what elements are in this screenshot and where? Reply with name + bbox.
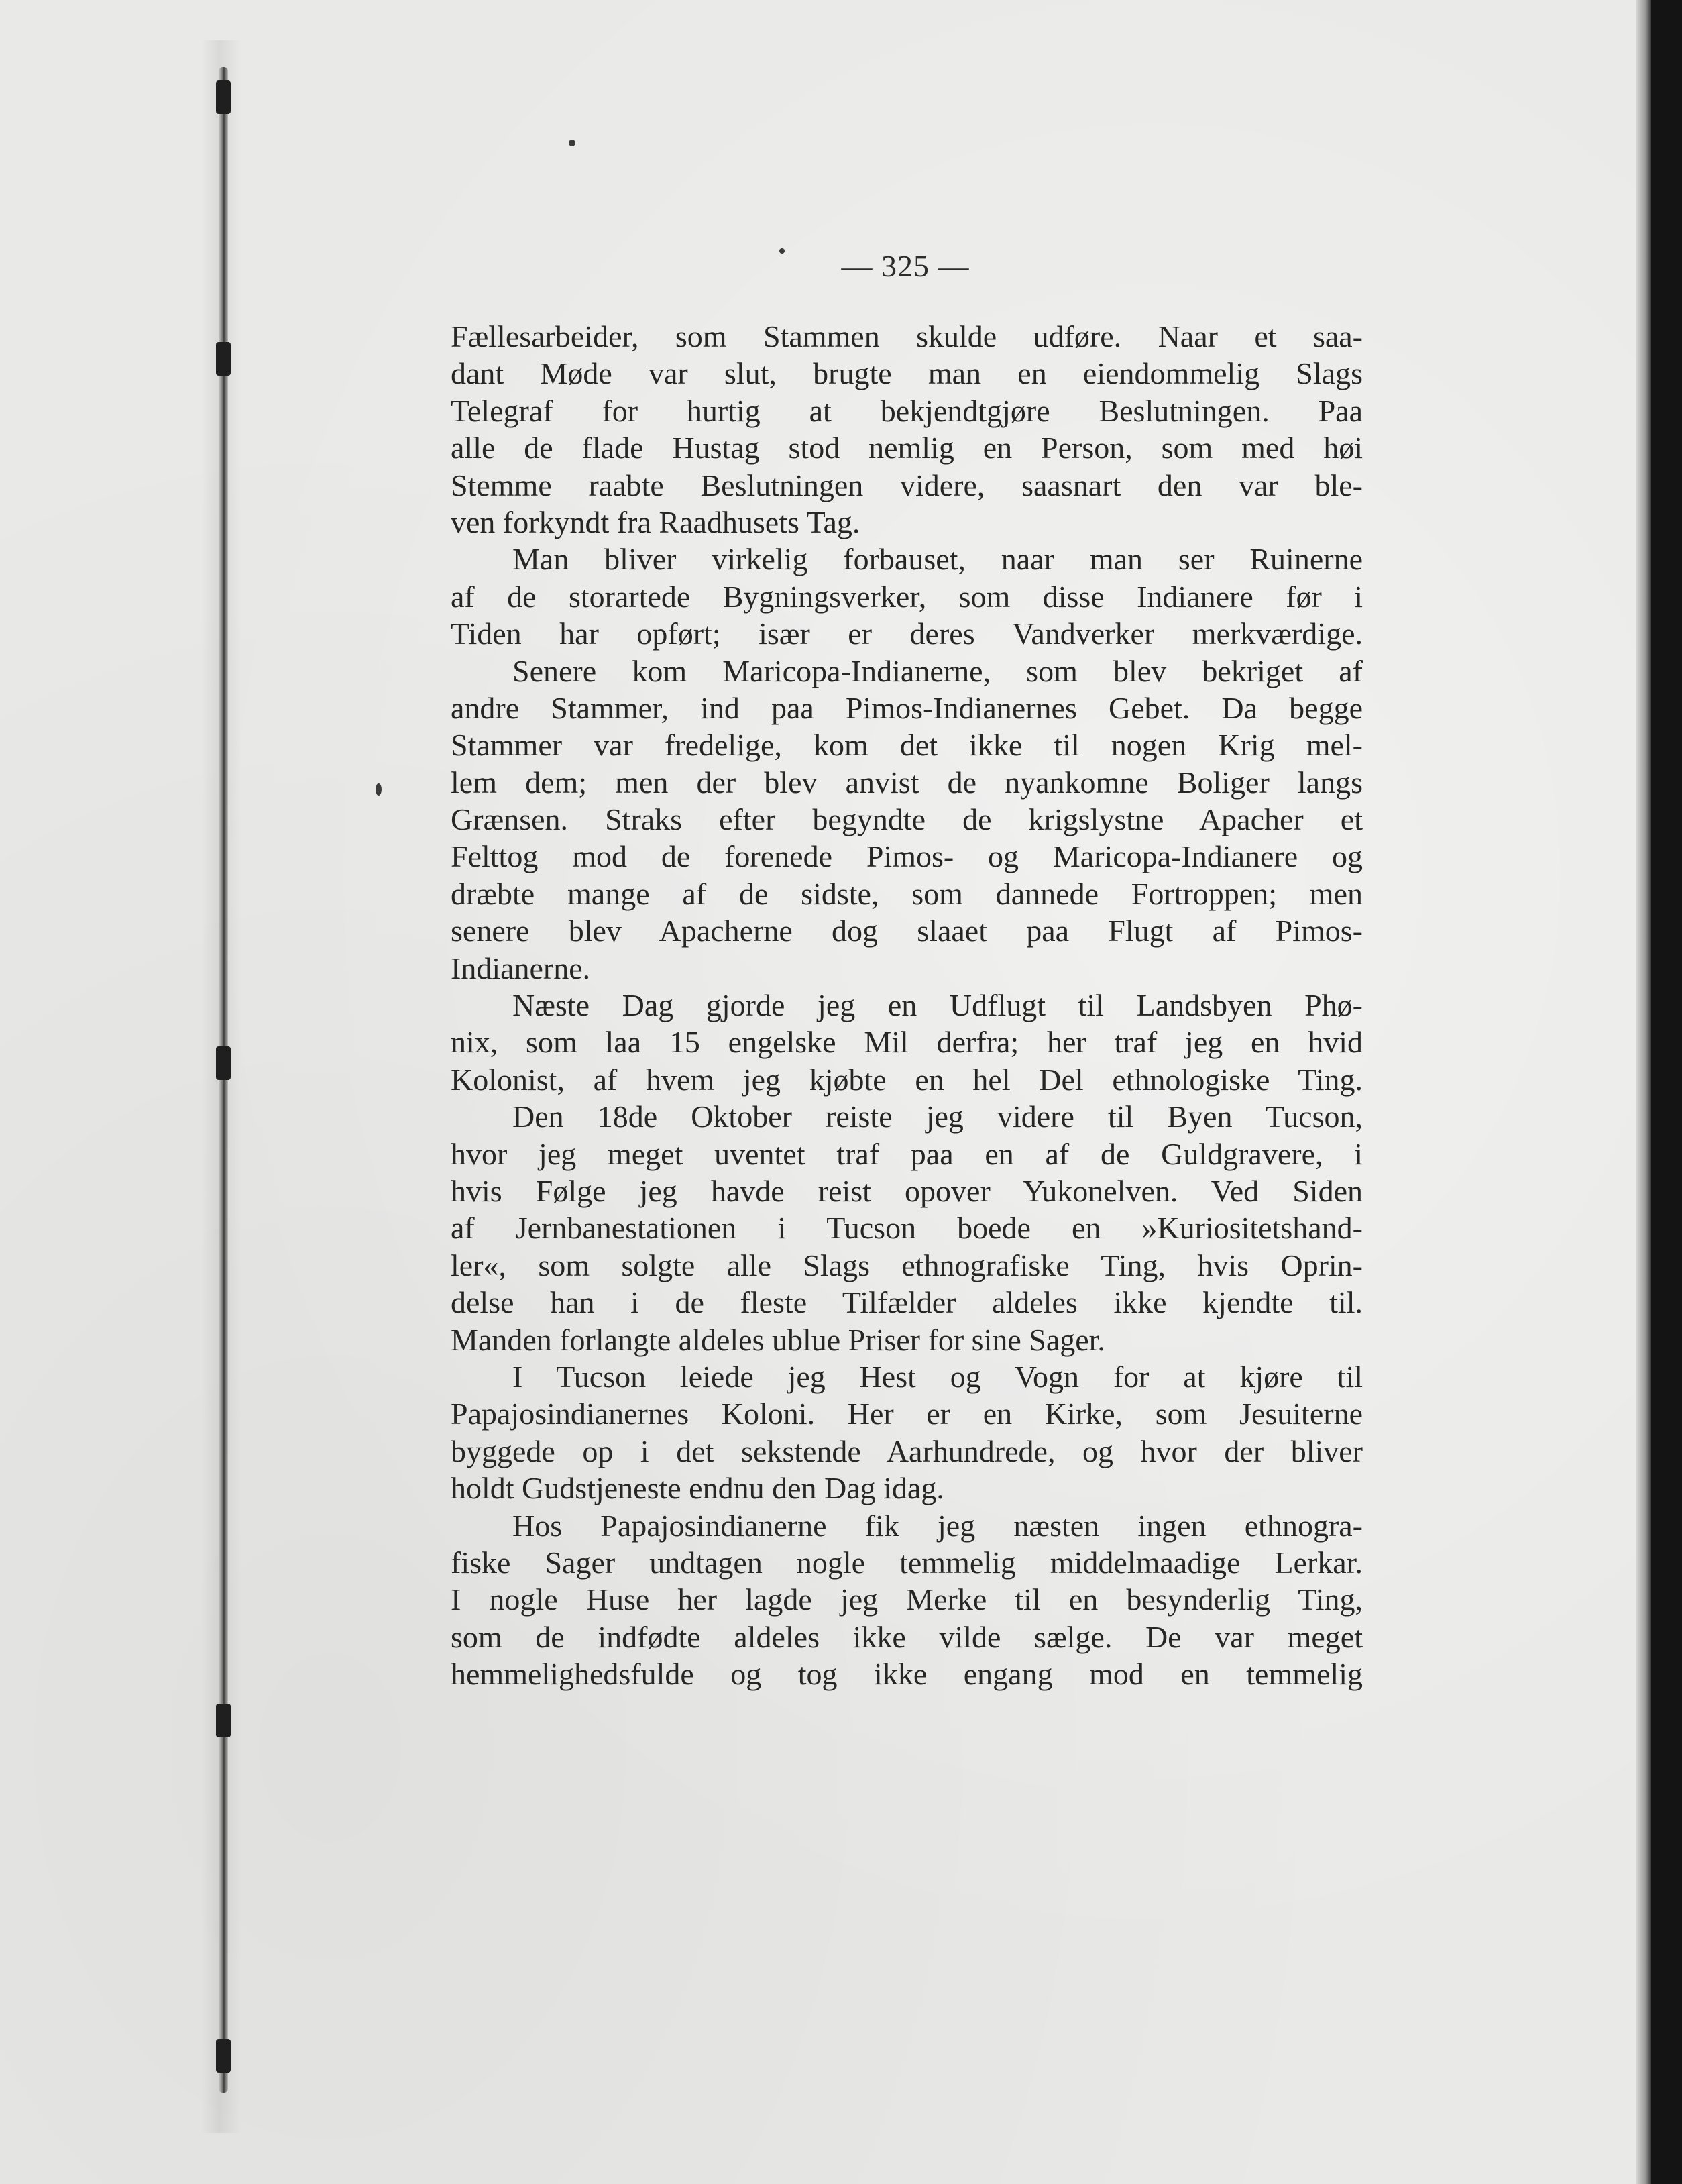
text-line: ler«, som solgte alle Slags ethnografiske Ting, hvis Oprin- <box>451 1248 1363 1282</box>
text-line: Næste Dag gjorde jeg en Udflugt til Landsbyen Phø- <box>512 988 1363 1023</box>
text-line: Stemme raabte Beslutningen videre, saasnart den var ble- <box>451 468 1363 502</box>
text-line: Hos Papajosindianerne fik jeg næsten ingen ethnogra- <box>512 1508 1363 1543</box>
text-line: holdt Gudstjeneste endnu den Dag idag. <box>451 1471 944 1506</box>
dust-speck <box>569 140 575 146</box>
scan-border <box>1651 0 1682 2184</box>
text-line: Den 18de Oktober reiste jeg videre til Byen Tucson, <box>512 1099 1363 1134</box>
dust-speck <box>376 783 382 796</box>
text-line: senere blev Apacherne dog slaaet paa Flugt af Pimos- <box>451 914 1363 948</box>
text-line: I Tucson leiede jeg Hest og Vogn for at kjøre til <box>512 1359 1363 1394</box>
text-line: nix, som laa 15 engelske Mil derfra; her traf jeg en hvid <box>451 1025 1363 1060</box>
text-line: Manden forlangte aldeles ublue Priser for sine Sager. <box>451 1322 1105 1357</box>
page-number: — 325 — <box>841 249 970 283</box>
text-line: af de storartede Bygningsverker, som disse Indianere før i <box>451 579 1363 614</box>
binding-staple <box>216 342 231 376</box>
text-line: Senere kom Maricopa-Indianerne, som blev bekriget af <box>512 653 1363 688</box>
text-line: fiske Sager undtagen nogle temmelig middelmaadige Lerkar. <box>451 1545 1363 1580</box>
text-line: delse han i de fleste Tilfælder aldeles ikke kjendte til. <box>451 1285 1363 1320</box>
binding-staple-bottom <box>216 2039 231 2073</box>
body-text <box>451 318 1363 1692</box>
text-line: Telegraf for hurtig at bekjendtgjøre Beslutningen. Paa <box>451 393 1363 428</box>
text-line: dant Møde var slut, brugte man en eiendommelig Slags <box>451 356 1363 391</box>
text-line: lem dem; men der blev anvist de nyankomne Boliger langs <box>451 765 1363 800</box>
text-line: Grænsen. Straks efter begyndte de krigslystne Apacher et <box>451 802 1363 837</box>
text-line: byggede op i det sekstende Aarhundrede, og hvor der bliver <box>451 1433 1363 1468</box>
binding-staple-top <box>216 80 231 114</box>
text-line: Tiden har opført; især er deres Vandverker merkværdige. <box>451 616 1363 651</box>
text-line: andre Stammer, ind paa Pimos-Indianernes Gebet. Da begge <box>451 690 1363 725</box>
text-line: af Jernbanestationen i Tucson boede en »Kuriositetshand- <box>451 1211 1363 1246</box>
text-line: Indianerne. <box>451 950 591 985</box>
page-edge <box>1636 0 1651 2184</box>
binding-staple <box>216 1704 231 1737</box>
binding-staple <box>216 1046 231 1080</box>
text-line: alle de flade Hustag stod nemlig en Person, som med høi <box>451 431 1363 466</box>
text-line: Papajosindianernes Koloni. Her er en Kirke, som Jesuiterne <box>451 1397 1363 1431</box>
text-line: som de indfødte aldeles ikke vilde sælge. De var meget <box>451 1619 1363 1654</box>
text-line: Fællesarbeider, som Stammen skulde udføre. Naar et saa- <box>451 319 1363 353</box>
text-line: I nogle Huse her lagde jeg Merke til en besynderlig Ting, <box>451 1582 1363 1617</box>
text-line: Kolonist, af hvem jeg kjøbte en hel Del ethnologiske Ting. <box>451 1062 1363 1097</box>
text-line: ven forkyndt fra Raadhusets Tag. <box>451 504 860 539</box>
text-line: hvis Følge jeg havde reist opover Yukonelven. Ved Siden <box>451 1173 1363 1208</box>
text-line: hvor jeg meget uventet traf paa en af de Guldgravere, i <box>451 1136 1363 1171</box>
text-line: Felttog mod de forenede Pimos- og Maricopa-Indianere og <box>451 839 1363 874</box>
text-line: Stammer var fredelige, kom det ikke til nogen Krig mel- <box>451 728 1363 763</box>
text-line: Man bliver virkelig forbauset, naar man ser Ruinerne <box>512 542 1363 577</box>
text-line: dræbte mange af de sidste, som dannede Fortroppen; men <box>451 876 1363 911</box>
text-line: hemmelighedsfulde og tog ikke engang mod en temmelig <box>451 1657 1363 1692</box>
